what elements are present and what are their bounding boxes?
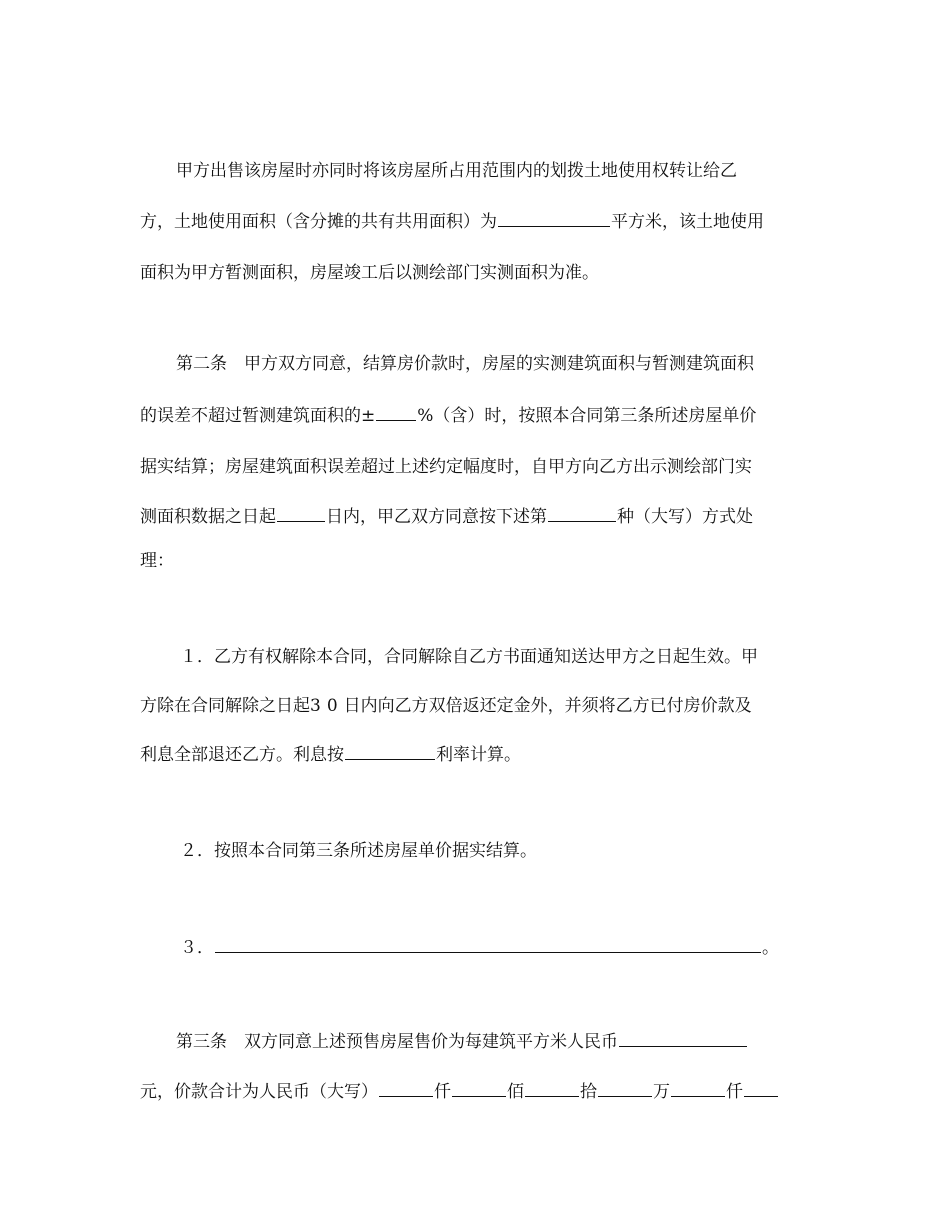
para1-line3: 面积为甲方暂测面积，房屋竣工后以测绘部门实测面积为准。 [140, 263, 599, 283]
article2-line3: 据实结算；房屋建筑面积误差超过上述约定幅度时，自甲方向乙方出示测绘部门实 [140, 457, 752, 477]
amount-blank-4[interactable] [598, 1076, 652, 1097]
para1-line1: 甲方出售该房屋时亦同时将该房屋所占用范围内的划拨土地使用权转让给乙 [176, 161, 737, 181]
amount-blank-6[interactable] [744, 1076, 778, 1097]
interest-rate-blank[interactable] [345, 739, 435, 760]
para1-line2: 方，土地使用面积（含分摊的共有共用面积）为 平方米，该土地使用 [140, 205, 820, 239]
method-number-blank[interactable] [548, 501, 616, 522]
article2-line4: 测面积数据之日起 日内，甲乙双方同意按下述第 种（大写）方式处 [140, 500, 820, 534]
tolerance-percent-blank[interactable] [376, 400, 416, 421]
item3-line1: ３． 。 [140, 931, 820, 965]
land-area-blank[interactable] [498, 206, 610, 227]
article3-line1: 第三条 双方同意上述预售房屋售价为每建筑平方米人民币 [140, 1025, 820, 1059]
item3-blank[interactable] [215, 932, 761, 953]
article2-line1: 第二条 甲方双方同意，结算房价款时，房屋的实测建筑面积与暂测建筑面积 [176, 354, 754, 374]
days-blank[interactable] [277, 501, 325, 522]
amount-blank-2[interactable] [452, 1076, 506, 1097]
item1-line1: １．乙方有权解除本合同，合同解除自乙方书面通知送达甲方之日起生效。甲 [180, 647, 758, 667]
item2-line1: ２．按照本合同第三条所述房屋单价据实结算。 [180, 841, 537, 861]
article2-line5: 理： [140, 551, 174, 571]
article3-line2: 元，价款合计为人民币（大写） 仟 佰 拾 万 仟 [140, 1075, 820, 1109]
item1-line3: 利息全部退还乙方。利息按 利率计算。 [140, 738, 820, 772]
amount-blank-3[interactable] [525, 1076, 579, 1097]
article2-line2: 的误差不超过暂测建筑面积的± %（含）时，按照本合同第三条所述房屋单价 [140, 399, 820, 433]
item1-line2: 方除在合同解除之日起30日内向乙方双倍返还定金外，并须将乙方已付房价款及 [140, 696, 752, 716]
amount-blank-5[interactable] [671, 1076, 725, 1097]
amount-blank-1[interactable] [379, 1076, 433, 1097]
unit-price-blank[interactable] [619, 1026, 747, 1047]
